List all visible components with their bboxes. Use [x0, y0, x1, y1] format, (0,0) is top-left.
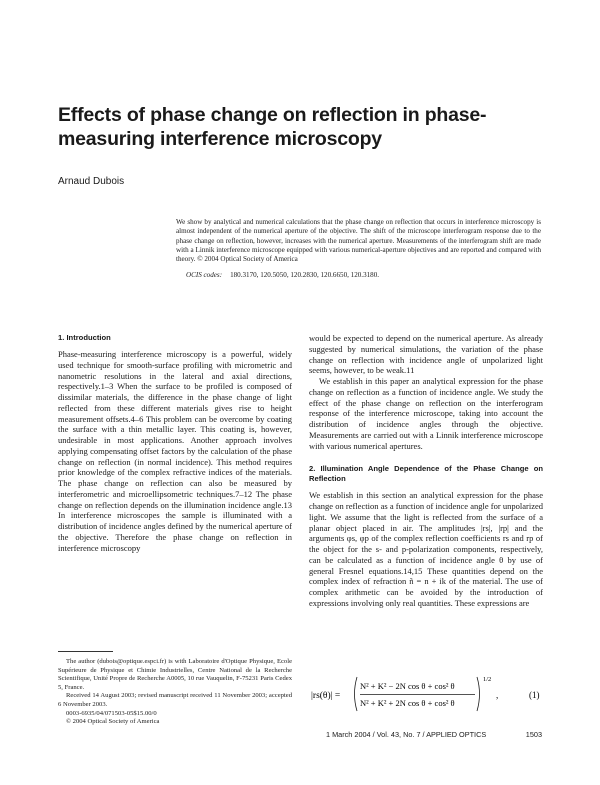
left-column: [58, 333, 292, 553]
section-heading-introduction: 1. Introduction: [58, 333, 111, 342]
intro-paragraph-1-continued: would be expected to depend on the numerical aperture. As already suggested by numerical simulations, the variation of the phase change on reflection with incidence angle of unpolarized light seems, however, to be weak.11: [309, 333, 543, 376]
ocis-label: OCIS codes:: [186, 271, 223, 279]
ocis-values: 180.3170, 120.5050, 120.2830, 120.6650, 120.3180.: [230, 271, 380, 279]
ocis-codes: [186, 271, 379, 279]
received-dates: Received 14 August 2003; revised manuscript received 11 November 2003; accepted 6 November 2003.: [58, 692, 292, 708]
author-affiliation: The author (dubois@optique.espci.fr) is with Laboratoire d'Optique Physique, Ecole Supérieure de Physique et Chimie Industrielles, Centre National de la Recherche Scientifique, Unité Propre de Recherche A0005, 10 rue Vauquelin, F-75231 Paris Cedex 5, France.: [58, 658, 292, 691]
article-code: 0003-6935/04/071503-05$15.00/0: [66, 709, 157, 717]
section-2-paragraph-1: We establish in this section an analytical expression for the phase change on reflection as a function of incidence angle for unpolarized light. We assume that the light is reflected from the surface of a planar object placed in air. The amplitudes |rs|, |rp| and the arguments φs, φp of the complex reflection coefficients rs and rp of the object for the s- and p-polarization components, respectively, can be calculated as a function of incidence angle θ by use of general Fresnel equations.14,15 These quantities depend on the complex index of refraction ñ = n + ik of the material. The use of complex arithmetic can be avoided by the introduction of expressions involving only real quantities. These expressions are: [309, 490, 543, 608]
page-number: 1503: [525, 730, 542, 739]
journal-citation: 1 March 2004 / Vol. 43, No. 7 / APPLIED OPTICS: [326, 730, 487, 739]
equation-1: [309, 671, 543, 717]
paper-title: Effects of phase change on reflection in phase-measuring interference microscopy: [58, 104, 487, 150]
footnote: [58, 651, 292, 727]
author-name: Arnaud Dubois: [58, 176, 125, 187]
abstract: We show by analytical and numerical calculations that the phase change on reflection that occurs in interference microscopy is almost independent of the numerical aperture of the objective. The shift of the microscope interferogram response due to the phase change on reflection, however, increases with the numerical aperture. Measurements of the interferogram shift are made with a Linnik interference microscope equipped with various numerical-aperture objectives and are reported and compared with theory. © 2004 Optical Society of America: [176, 218, 541, 264]
equation-comma: ,: [496, 690, 499, 700]
equation-exponent: 1/2: [483, 676, 492, 683]
equation-denominator: N² + K² + 2N cos θ + cos² θ: [360, 698, 455, 708]
right-paren: [477, 677, 480, 711]
equation-numerator: N² + K² − 2N cos θ + cos² θ: [360, 681, 455, 691]
intro-paragraph-1: Phase-measuring interference microscopy is a powerful, widely used technique for smooth-surface profiling with micrometric and nanometric resolutions in the lateral and axial directions, respectively.1–3 When the surface to be profiled is composed of dissimilar materials, the difference in the phase change of light reflected from these different materials gives rise to height measurement offsets.4–6 This problem can be overcome by coating the surface with a thin metallic layer. This coating is, however, undesirable in most applications. Another approach involves applying compensating offset factors by the calculation of the phase change on reflection (in normal incidence). This method requires prior knowledge of the complex refractive indices of the materials. The phase change on reflection can also be measured by interferometric and microellipsometric techniques.7–12 The phase change on reflection depends on the illumination incidence angle.13 In interference microscopes the sample is illuminated with a distribution of incidence angles defined by the numerical aperture of the objective. Therefore the phase change on reflection in interference microscopy: [58, 349, 292, 553]
equation-lhs: |rs(θ)| =: [311, 691, 341, 701]
right-column: [309, 333, 543, 609]
intro-paragraph-2: We establish in this paper an analytical expression for the phase change on reflection as a function of incidence angle. We study the effect of the phase change on reflection on the interferogram response of the interference microscope, taking into account the distribution of incidence angles through the objective. Measurements are carried out with a Linnik interference microscope with various numerical apertures.: [309, 376, 543, 451]
equation-number: (1): [529, 690, 540, 700]
left-paren: [355, 677, 358, 711]
page-footer: [326, 730, 542, 739]
section-heading-2: 2. Illumination Angle Dependence of the Phase Change on Reflection: [309, 464, 543, 484]
copyright: © 2004 Optical Society of America: [66, 718, 160, 726]
footnote-rule: [58, 651, 113, 652]
